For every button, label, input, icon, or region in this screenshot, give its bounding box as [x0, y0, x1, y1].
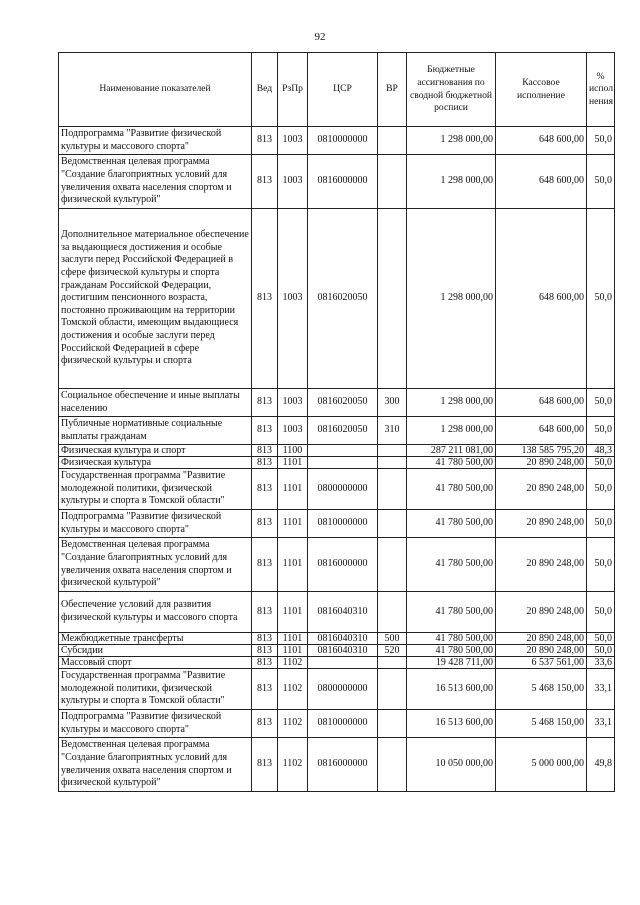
table-row	[59, 510, 615, 538]
cell-name: Субсидии	[59, 645, 252, 657]
cell-vr	[378, 155, 407, 209]
cell-vr	[378, 738, 407, 792]
header-name: Наименование показателей	[59, 53, 252, 127]
cell-cash: 5 468 150,00	[496, 710, 587, 738]
cell-percent: 50,0	[587, 538, 615, 592]
cell-csr: 0816040310	[308, 633, 378, 645]
cell-percent: 50,0	[587, 389, 615, 417]
cell-budget: 41 780 500,00	[407, 469, 496, 510]
cell-percent: 33,6	[587, 657, 615, 669]
cell-budget: 1 298 000,00	[407, 389, 496, 417]
cell-percent: 48,3	[587, 445, 615, 457]
cell-name: Подпрограмма "Развитие физической культуры и массового спорта"	[59, 127, 252, 155]
cell-cash: 648 600,00	[496, 155, 587, 209]
cell-rzpr: 1101	[278, 538, 308, 592]
cell-rzpr: 1101	[278, 469, 308, 510]
cell-vr	[378, 669, 407, 710]
cell-csr: 0810000000	[308, 510, 378, 538]
cell-rzpr: 1101	[278, 457, 308, 469]
cell-rzpr: 1003	[278, 417, 308, 445]
cell-ved: 813	[252, 457, 278, 469]
cell-cash: 20 890 248,00	[496, 645, 587, 657]
cell-ved: 813	[252, 445, 278, 457]
cell-ved: 813	[252, 657, 278, 669]
cell-ved: 813	[252, 592, 278, 633]
table-row	[59, 669, 615, 710]
cell-csr	[308, 657, 378, 669]
cell-rzpr: 1003	[278, 155, 308, 209]
cell-vr	[378, 127, 407, 155]
header-ved: Вед	[252, 53, 278, 127]
cell-ved: 813	[252, 127, 278, 155]
cell-rzpr: 1102	[278, 738, 308, 792]
table-row	[59, 538, 615, 592]
cell-percent: 50,0	[587, 417, 615, 445]
cell-vr	[378, 592, 407, 633]
cell-rzpr: 1101	[278, 510, 308, 538]
cell-budget: 16 513 600,00	[407, 710, 496, 738]
cell-name: Подпрограмма "Развитие физической культуры и массового спорта"	[59, 710, 252, 738]
cell-budget: 1 298 000,00	[407, 417, 496, 445]
table-row	[59, 738, 615, 792]
cell-vr	[378, 657, 407, 669]
table-row	[59, 209, 615, 389]
cell-rzpr: 1101	[278, 645, 308, 657]
cell-ved: 813	[252, 645, 278, 657]
cell-ved: 813	[252, 710, 278, 738]
cell-cash: 20 890 248,00	[496, 457, 587, 469]
header-csr: ЦСР	[308, 53, 378, 127]
cell-name: Ведомственная целевая программа "Создание благоприятных условий для увеличения охвата населения спортом и физической культурой"	[59, 538, 252, 592]
header-rzpr: РзПр	[278, 53, 308, 127]
cell-csr: 0800000000	[308, 469, 378, 510]
cell-vr: 310	[378, 417, 407, 445]
budget-execution-table	[58, 52, 615, 792]
cell-percent: 50,0	[587, 127, 615, 155]
table-body	[59, 127, 615, 792]
cell-name: Дополнительное материальное обеспечение за выдающиеся достижения и особые заслуги перед Российской Федерацией в сфере физической культуры и спорта гражданам Российской Федерации, достигшим пенсионного возраста, постоянно проживающим на территории Томской области, имеющим выдающиеся достижения и особые заслуги перед Российской Федерацией в сфере физической культуры и спорта	[59, 209, 252, 389]
table-row	[59, 127, 615, 155]
cell-cash: 20 890 248,00	[496, 538, 587, 592]
cell-rzpr: 1101	[278, 633, 308, 645]
cell-name: Государственная программа "Развитие молодежной политики, физической культуры и спорта в Томской области"	[59, 469, 252, 510]
cell-budget: 1 298 000,00	[407, 155, 496, 209]
cell-percent: 50,0	[587, 592, 615, 633]
cell-ved: 813	[252, 538, 278, 592]
cell-cash: 20 890 248,00	[496, 592, 587, 633]
cell-name: Физическая культура и спорт	[59, 445, 252, 457]
cell-csr: 0816000000	[308, 155, 378, 209]
cell-name: Физическая культура	[59, 457, 252, 469]
cell-rzpr: 1100	[278, 445, 308, 457]
cell-budget: 287 211 081,00	[407, 445, 496, 457]
page-number: 92	[314, 31, 326, 43]
cell-budget: 10 050 000,00	[407, 738, 496, 792]
cell-rzpr: 1102	[278, 657, 308, 669]
table-row	[59, 457, 615, 469]
cell-ved: 813	[252, 155, 278, 209]
cell-vr	[378, 457, 407, 469]
cell-csr: 0816000000	[308, 738, 378, 792]
cell-percent: 33,1	[587, 710, 615, 738]
cell-ved: 813	[252, 738, 278, 792]
cell-cash: 20 890 248,00	[496, 510, 587, 538]
cell-name: Государственная программа "Развитие молодежной политики, физической культуры и спорта в Томской области"	[59, 669, 252, 710]
cell-vr	[378, 510, 407, 538]
table-row	[59, 710, 615, 738]
cell-budget: 41 780 500,00	[407, 645, 496, 657]
cell-rzpr: 1003	[278, 389, 308, 417]
cell-budget: 19 428 711,00	[407, 657, 496, 669]
cell-name: Социальное обеспечение и иные выплаты населению	[59, 389, 252, 417]
cell-cash: 648 600,00	[496, 127, 587, 155]
cell-vr: 520	[378, 645, 407, 657]
cell-csr	[308, 445, 378, 457]
cell-ved: 813	[252, 633, 278, 645]
cell-vr	[378, 710, 407, 738]
cell-percent: 33,1	[587, 669, 615, 710]
cell-cash: 20 890 248,00	[496, 633, 587, 645]
table-row	[59, 445, 615, 457]
header-cash: Кассовое исполнение	[496, 53, 587, 127]
cell-csr: 0816020050	[308, 389, 378, 417]
cell-name: Ведомственная целевая программа "Создание благоприятных условий для увеличения охвата населения спортом и физической культурой"	[59, 155, 252, 209]
cell-cash: 138 585 795,20	[496, 445, 587, 457]
cell-vr	[378, 445, 407, 457]
cell-csr: 0816020050	[308, 209, 378, 389]
cell-ved: 813	[252, 469, 278, 510]
cell-percent: 49,8	[587, 738, 615, 792]
cell-name: Межбюджетные трансферты	[59, 633, 252, 645]
cell-vr	[378, 209, 407, 389]
header-vr: ВР	[378, 53, 407, 127]
cell-budget: 16 513 600,00	[407, 669, 496, 710]
cell-name: Массовый спорт	[59, 657, 252, 669]
cell-budget: 41 780 500,00	[407, 592, 496, 633]
cell-name: Подпрограмма "Развитие физической культуры и массового спорта"	[59, 510, 252, 538]
cell-cash: 20 890 248,00	[496, 469, 587, 510]
cell-csr: 0810000000	[308, 127, 378, 155]
cell-percent: 50,0	[587, 633, 615, 645]
header-percent: % испол нения	[587, 53, 615, 127]
cell-vr	[378, 469, 407, 510]
cell-budget: 41 780 500,00	[407, 510, 496, 538]
cell-cash: 5 000 000,00	[496, 738, 587, 792]
cell-ved: 813	[252, 417, 278, 445]
cell-cash: 648 600,00	[496, 389, 587, 417]
cell-rzpr: 1102	[278, 669, 308, 710]
table-row	[59, 417, 615, 445]
cell-name: Ведомственная целевая программа "Создание благоприятных условий для увеличения охвата населения спортом и физической культурой"	[59, 738, 252, 792]
table-row	[59, 633, 615, 645]
cell-cash: 648 600,00	[496, 209, 587, 389]
cell-budget: 41 780 500,00	[407, 538, 496, 592]
cell-rzpr: 1003	[278, 127, 308, 155]
cell-ved: 813	[252, 389, 278, 417]
table-row	[59, 389, 615, 417]
cell-csr: 0810000000	[308, 710, 378, 738]
cell-budget: 1 298 000,00	[407, 127, 496, 155]
cell-vr: 500	[378, 633, 407, 645]
table-row	[59, 592, 615, 633]
table-header-row	[59, 53, 615, 127]
cell-csr: 0816040310	[308, 645, 378, 657]
cell-csr	[308, 457, 378, 469]
cell-percent: 50,0	[587, 209, 615, 389]
cell-cash: 6 537 561,00	[496, 657, 587, 669]
cell-csr: 0816020050	[308, 417, 378, 445]
cell-rzpr: 1003	[278, 209, 308, 389]
cell-csr: 0816040310	[308, 592, 378, 633]
cell-csr: 0816000000	[308, 538, 378, 592]
header-budget: Бюджетные ассигнования по сводной бюджетной росписи	[407, 53, 496, 127]
cell-vr: 300	[378, 389, 407, 417]
cell-ved: 813	[252, 510, 278, 538]
cell-budget: 41 780 500,00	[407, 457, 496, 469]
cell-name: Обеспечение условий для развития физической культуры и массового спорта	[59, 592, 252, 633]
cell-percent: 50,0	[587, 155, 615, 209]
table-row	[59, 469, 615, 510]
cell-ved: 813	[252, 669, 278, 710]
cell-percent: 50,0	[587, 457, 615, 469]
cell-cash: 5 468 150,00	[496, 669, 587, 710]
table-row	[59, 645, 615, 657]
cell-csr: 0800000000	[308, 669, 378, 710]
table-row	[59, 657, 615, 669]
cell-percent: 50,0	[587, 645, 615, 657]
cell-rzpr: 1101	[278, 592, 308, 633]
cell-percent: 50,0	[587, 510, 615, 538]
cell-name: Публичные нормативные социальные выплаты гражданам	[59, 417, 252, 445]
table-row	[59, 155, 615, 209]
cell-budget: 1 298 000,00	[407, 209, 496, 389]
cell-vr	[378, 538, 407, 592]
cell-budget: 41 780 500,00	[407, 633, 496, 645]
cell-percent: 50,0	[587, 469, 615, 510]
cell-cash: 648 600,00	[496, 417, 587, 445]
cell-ved: 813	[252, 209, 278, 389]
cell-rzpr: 1102	[278, 710, 308, 738]
